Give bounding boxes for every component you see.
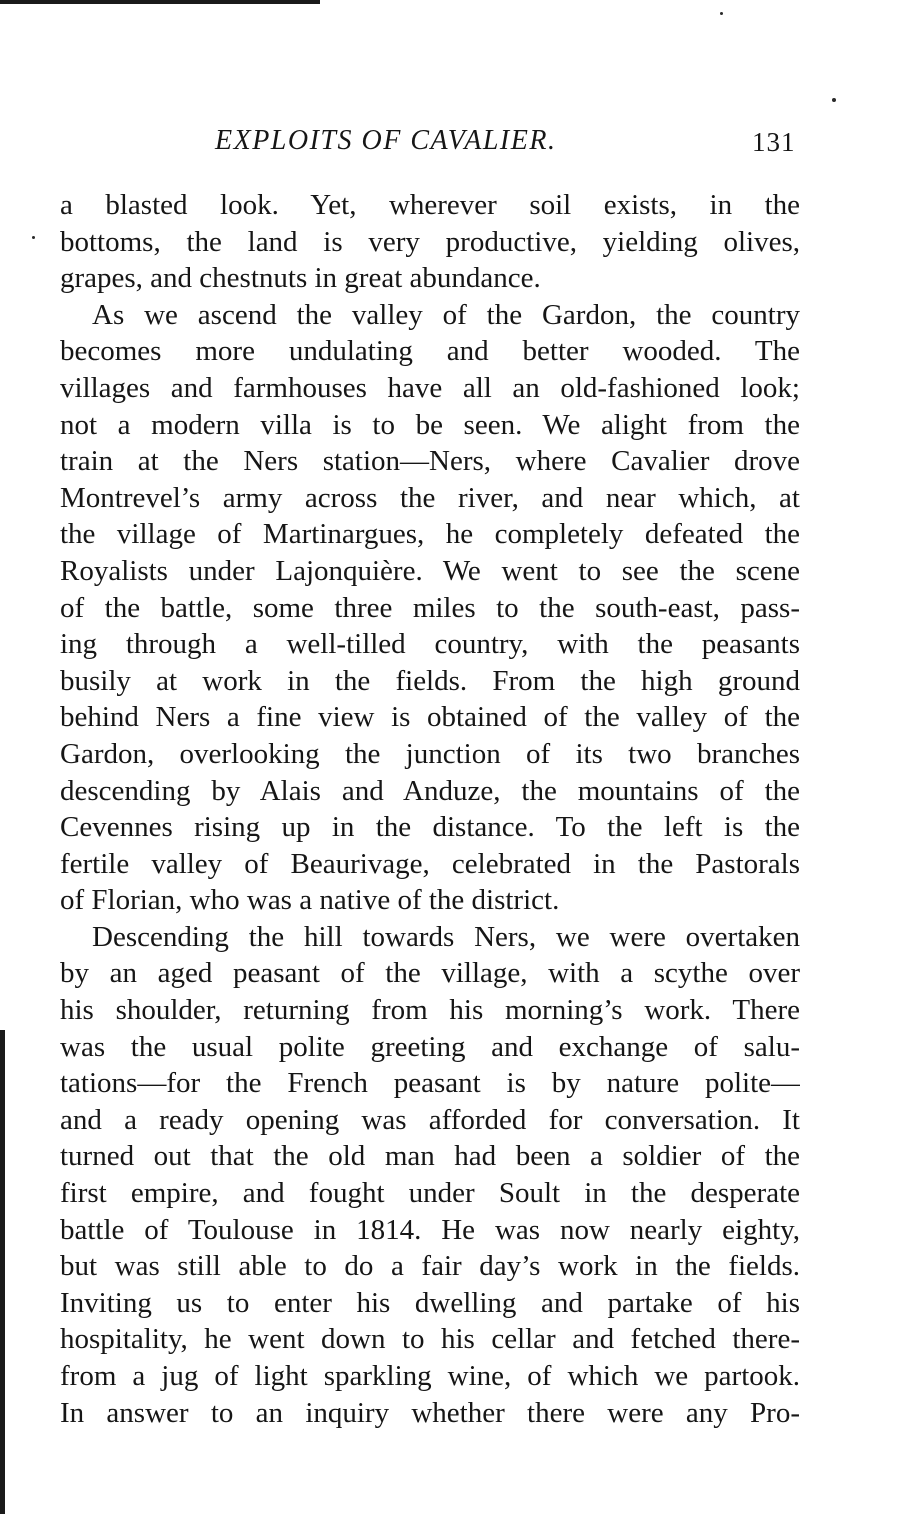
- text-line: first empire, and fought under Soult in the desperate: [60, 1177, 800, 1210]
- page-edge-shadow: [0, 1030, 5, 1514]
- page-body: [60, 187, 800, 1431]
- page-number: 131: [752, 127, 796, 157]
- text-line: Cevennes rising up in the distance. To the left is the: [60, 811, 800, 844]
- text-line: train at the Ners station—Ners, where Cavalier drove: [60, 445, 800, 478]
- text-line: fertile valley of Beaurivage, celebrated in the Pastorals: [60, 847, 800, 880]
- text-line: As we ascend the valley of the Gardon, the country: [92, 298, 800, 331]
- text-line: becomes more undulating and better wooded. The: [60, 335, 800, 368]
- speck: [832, 98, 836, 102]
- text-line: In answer to an inquiry whether there were any Pro-: [60, 1396, 800, 1429]
- text-line: but was still able to do a fair day’s work in the fields.: [60, 1250, 800, 1283]
- text-line: the village of Martinargues, he completely defeated the: [60, 518, 800, 551]
- text-line: from a jug of light sparkling wine, of which we partook.: [60, 1360, 800, 1392]
- speck: [720, 12, 723, 15]
- text-line: bottoms, the land is very productive, yielding olives,: [60, 225, 800, 258]
- speck: [32, 236, 35, 239]
- text-line: and a ready opening was afforded for conversation. It: [60, 1103, 800, 1136]
- text-line: a blasted look. Yet, wherever soil exists, in the: [60, 189, 800, 221]
- text-line: descending by Alais and Anduze, the mountains of the: [60, 774, 800, 807]
- text-line: of Florian, who was a native of the district.: [60, 884, 560, 917]
- text-line: busily at work in the fields. From the high ground: [60, 664, 800, 697]
- top-rule: [0, 0, 320, 4]
- text-line: villages and farmhouses have all an old-fashioned look;: [60, 371, 800, 404]
- text-line: grapes, and chestnuts in great abundance.: [60, 262, 541, 295]
- text-line: Inviting us to enter his dwelling and partake of his: [60, 1286, 800, 1319]
- text-line: hospitality, he went down to his cellar and fetched there-: [60, 1323, 800, 1356]
- page-header: [0, 125, 900, 165]
- text-line: turned out that the old man had been a soldier of the: [60, 1140, 800, 1173]
- running-title: EXPLOITS OF CAVALIER.: [215, 125, 557, 156]
- text-line: of the battle, some three miles to the south-east, pass-: [60, 591, 800, 624]
- text-line: was the usual polite greeting and exchange of salu-: [60, 1030, 800, 1063]
- text-line: Montrevel’s army across the river, and near which, at: [60, 481, 800, 514]
- text-line: ing through a well-tilled country, with the peasants: [60, 628, 800, 661]
- text-line: battle of Toulouse in 1814. He was now nearly eighty,: [60, 1213, 800, 1246]
- text-line: his shoulder, returning from his morning’s work. There: [60, 994, 800, 1027]
- text-line: Descending the hill towards Ners, we were overtaken: [92, 920, 800, 953]
- text-line: by an aged peasant of the village, with a scythe over: [60, 957, 800, 990]
- text-line: behind Ners a fine view is obtained of the valley of the: [60, 701, 800, 734]
- text-line: tations—for the French peasant is by nature polite—: [60, 1067, 800, 1100]
- text-line: not a modern villa is to be seen. We alight from the: [60, 408, 800, 441]
- text-line: Gardon, overlooking the junction of its two branches: [60, 737, 800, 770]
- text-line: Royalists under Lajonquière. We went to see the scene: [60, 554, 800, 587]
